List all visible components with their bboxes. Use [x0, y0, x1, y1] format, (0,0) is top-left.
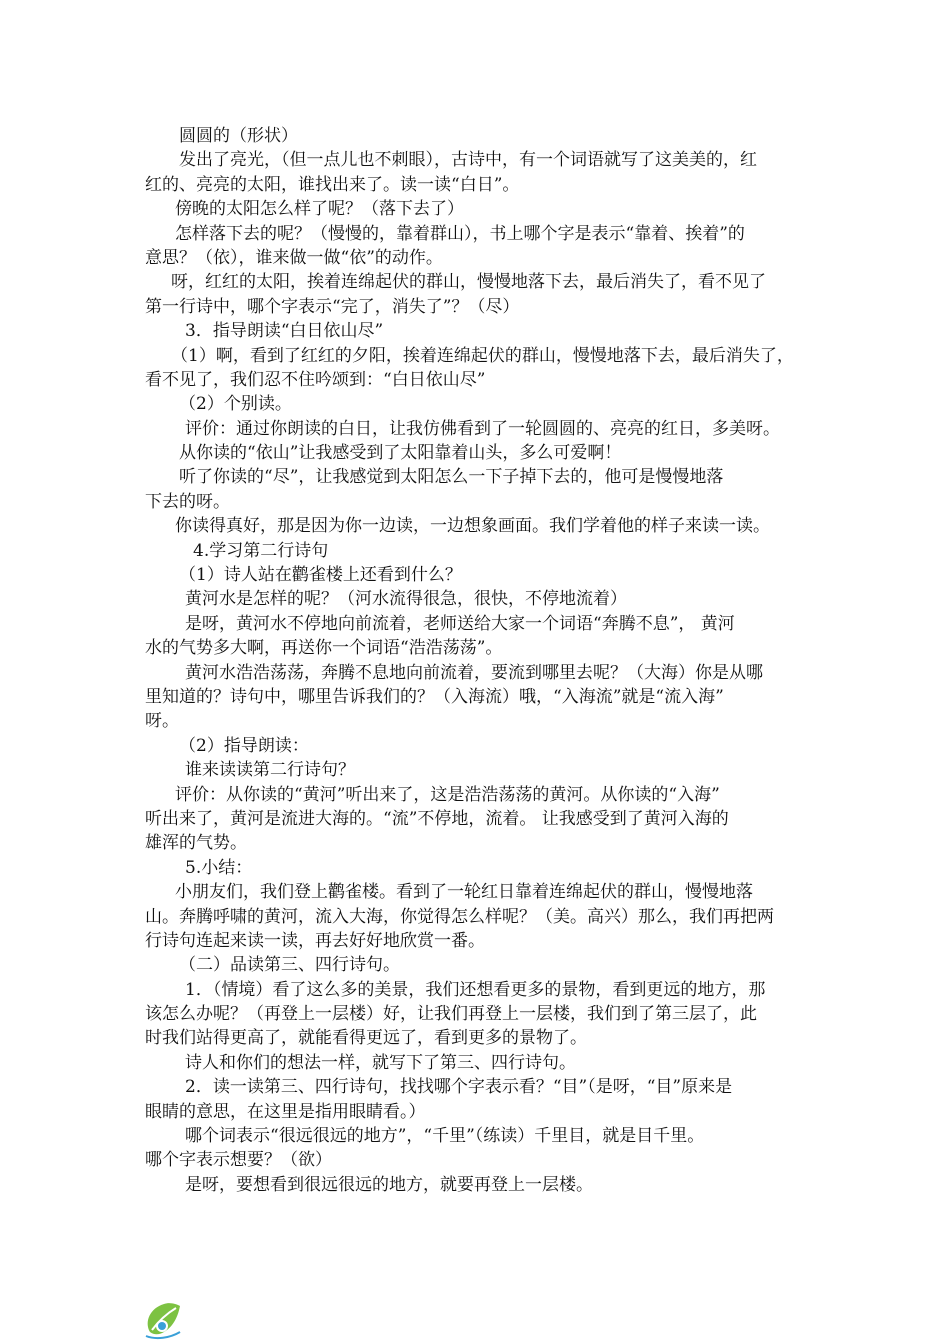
- paragraph-line: 怎样落下去的呢？（慢慢的，靠着群山），书上哪个字是表示“靠着、挨着”的: [175, 223, 745, 244]
- paragraph-line: 是呀，要想看到很远很远的地方，就要再登上一层楼。: [185, 1174, 593, 1195]
- paragraph-line: 雄浑的气势。: [145, 833, 247, 854]
- section-heading: （二）品读第三、四行诗句。: [179, 955, 400, 976]
- section-heading: 5.小结：: [185, 857, 253, 878]
- paragraph-line: （1）啊，看到了红红的夕阳，挨着连绵起伏的群山，慢慢地落下去，最后消失了，: [171, 345, 794, 366]
- document-body: [145, 124, 810, 1197]
- paragraph-line: 山。奔腾呼啸的黄河，流入大海，你觉得怎么样呢？（美。高兴）那么，我们再把两: [145, 906, 774, 927]
- section-heading: 3．指导朗读“白日依山尽”: [185, 321, 384, 342]
- paragraph-line: 听了你读的“尽”，让我感觉到太阳怎么一下子掉下去的，他可是慢慢地落: [179, 467, 724, 488]
- paragraph-line: 1．（情境）看了这么多的美景，我们还想看更多的景物，看到更远的地方，那: [185, 979, 766, 1000]
- paragraph-line: 2．读一读第三、四行诗句，找找哪个字表示看？“目”（是呀，“目”原来是: [185, 1077, 733, 1098]
- paragraph-line: 下去的呀。: [145, 491, 230, 512]
- paragraph-line: 诗人和你们的想法一样，就写下了第三、四行诗句。: [185, 1052, 576, 1073]
- paragraph-line: 哪个字表示想要？（欲）: [145, 1150, 332, 1171]
- paragraph-line: 第一行诗中，哪个字表示“完了，消失了”？（尽）: [145, 296, 520, 317]
- paragraph-line: 是呀，黄河水不停地向前流着，老师送给大家一个词语“奔腾不息”， 黄河: [185, 613, 735, 634]
- paragraph-line: 从你读的“依山”让我感受到了太阳靠着山头，多么可爱啊！: [179, 443, 622, 464]
- paragraph-line: 里知道的？诗句中，哪里告诉我们的？（入海流）哦，“入海流”就是“流入海”: [145, 686, 724, 707]
- paragraph-line: 看不见了，我们忍不住吟颂到：“白日依山尽”: [145, 369, 486, 390]
- paragraph-line: 意思？（依），谁来做一做“依”的动作。: [145, 247, 443, 268]
- paragraph-line: 圆圆的（形状）: [179, 126, 298, 146]
- paragraph-line: 评价：从你读的“黄河”听出来了，这是浩浩荡荡的黄河。从你读的“入海”: [175, 784, 720, 805]
- paragraph-line: 黄河水浩浩荡荡，奔腾不息地向前流着，要流到哪里去呢？（大海）你是从哪: [185, 662, 763, 683]
- paragraph-line: 水的气势多大啊，再送你一个词语“浩浩荡荡”。: [145, 638, 503, 659]
- paragraph-line: 傍晚的太阳怎么样了呢？（落下去了）: [175, 199, 464, 220]
- leaf-logo-icon: [140, 1296, 188, 1340]
- paragraph-line: 红的、亮亮的太阳，谁找出来了。读一读“白日”。: [145, 174, 520, 195]
- paragraph-line: 听出来了，黄河是流进大海的。“流”不停地，流着。 让我感受到了黄河入海的: [145, 808, 729, 829]
- paragraph-line: 呀，红红的太阳，挨着连绵起伏的群山，慢慢地落下去，最后消失了，看不见了: [171, 272, 766, 293]
- paragraph-line: 小朋友们，我们登上鹳雀楼。看到了一轮红日靠着连绵起伏的群山，慢慢地落: [175, 882, 753, 903]
- paragraph-line: 哪个词表示“很远很远的地方”，“千里”（练读）千里目，就是目千里。: [185, 1126, 705, 1147]
- paragraph-line: （2）指导朗读：: [179, 735, 309, 756]
- paragraph-line: 评价：通过你朗读的白日，让我仿佛看到了一轮圆圆的、亮亮的红日，多美呀。: [185, 418, 780, 439]
- paragraph-line: （1）诗人站在鹳雀楼上还看到什么？: [179, 565, 462, 586]
- paragraph-line: 你读得真好，那是因为你一边读，一边想象画面。我们学着他的样子来读一读。: [175, 516, 770, 537]
- paragraph-line: 眼睛的意思，在这里是指用眼睛看。）: [145, 1101, 426, 1122]
- paragraph-line: 行诗句连起来读一读，再去好好地欣赏一番。: [145, 930, 485, 951]
- paragraph-line: 该怎么办呢？（再登上一层楼）好，让我们再登上一层楼，我们到了第三层了，此: [145, 1004, 757, 1025]
- paragraph-line: 呀。: [145, 711, 179, 732]
- paragraph-line: 谁来读读第二行诗句？: [185, 760, 355, 781]
- section-heading: 4.学习第二行诗句: [193, 540, 329, 561]
- paragraph-line: 黄河水是怎样的呢？（河水流得很急，很快，不停地流着）: [185, 589, 627, 610]
- paragraph-line: （2）个别读。: [179, 394, 292, 415]
- paragraph-line: 时我们站得更高了，就能看得更远了，看到更多的景物了。: [145, 1028, 587, 1049]
- paragraph-line: 发出了亮光，（但一点儿也不刺眼），古诗中，有一个词语就写了这美美的，红: [179, 150, 757, 171]
